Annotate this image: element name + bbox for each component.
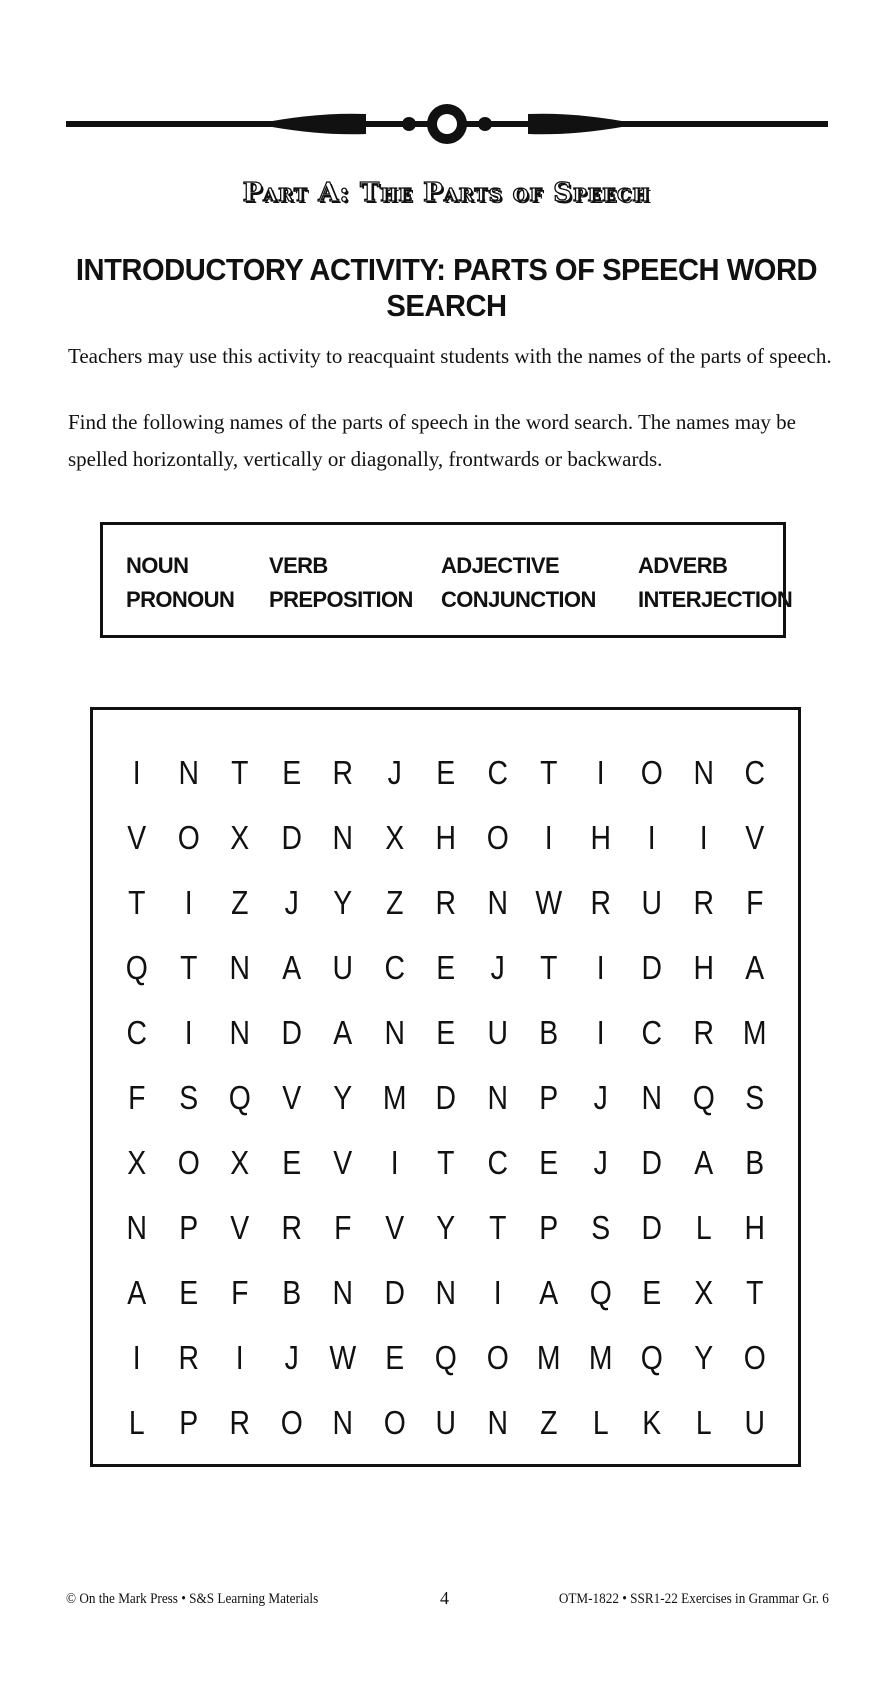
grid-letter: V: [281, 1078, 301, 1116]
grid-row: [111, 870, 781, 935]
grid-letter: T: [488, 1208, 506, 1246]
grid-row: [111, 1065, 781, 1130]
grid-letter: O: [486, 818, 509, 856]
grid-letter: O: [640, 753, 663, 791]
word-bank-item: PREPOSITION: [269, 587, 413, 612]
grid-letter: J: [593, 1078, 608, 1116]
word-search-grid: [90, 707, 801, 1467]
grid-letter: F: [128, 1078, 146, 1116]
grid-letter: L: [592, 1403, 609, 1441]
word-bank-item: PRONOUN: [126, 587, 235, 612]
grid-rows: [111, 740, 781, 1455]
grid-letter: X: [693, 1273, 713, 1311]
grid-letter: R: [332, 753, 354, 791]
grid-letter: Q: [125, 948, 148, 986]
grid-letter: D: [435, 1078, 457, 1116]
grid-letter: N: [229, 1013, 251, 1051]
word-bank-column: [269, 549, 413, 617]
ornament-divider: [66, 100, 828, 148]
grid-letter: V: [745, 818, 765, 856]
grid-letter: U: [332, 948, 354, 986]
grid-letter: B: [539, 1013, 559, 1051]
grid-letter: N: [641, 1078, 663, 1116]
grid-letter: T: [540, 948, 558, 986]
grid-letter: Z: [385, 883, 403, 921]
grid-letter: N: [177, 753, 199, 791]
word-bank: [100, 522, 793, 638]
grid-letter: E: [642, 1273, 662, 1311]
grid-letter: J: [284, 883, 299, 921]
grid-letter: A: [693, 1143, 713, 1181]
grid-letter: C: [126, 1013, 148, 1051]
grid-row: [111, 740, 781, 805]
grid-letter: T: [540, 753, 558, 791]
grid-letter: E: [436, 948, 456, 986]
grid-row: [111, 1390, 781, 1455]
grid-letter: S: [745, 1078, 765, 1116]
grid-letter: I: [132, 753, 141, 791]
grid-letter: A: [281, 948, 301, 986]
grid-letter: T: [746, 1273, 764, 1311]
grid-letter: I: [390, 1143, 399, 1181]
word-bank-item: ADVERB: [638, 553, 728, 578]
grid-letter: Q: [692, 1078, 715, 1116]
grid-letter: Y: [333, 883, 353, 921]
grid-letter: E: [384, 1338, 404, 1376]
grid-letter: X: [230, 1143, 250, 1181]
grid-letter: I: [184, 1013, 193, 1051]
grid-letter: D: [641, 948, 663, 986]
grid-letter: F: [334, 1208, 352, 1246]
grid-row: [111, 1260, 781, 1325]
grid-letter: E: [436, 753, 456, 791]
grid-letter: I: [132, 1338, 141, 1376]
grid-letter: J: [490, 948, 505, 986]
grid-letter: C: [383, 948, 405, 986]
grid-letter: O: [486, 1338, 509, 1376]
grid-letter: N: [692, 753, 714, 791]
grid-letter: M: [588, 1338, 613, 1376]
grid-letter: I: [647, 818, 656, 856]
grid-letter: N: [383, 1013, 405, 1051]
grid-letter: I: [493, 1273, 502, 1311]
grid-letter: A: [745, 948, 765, 986]
grid-row: [111, 1325, 781, 1390]
grid-letter: J: [593, 1143, 608, 1181]
grid-letter: X: [384, 818, 404, 856]
grid-letter: I: [596, 753, 605, 791]
grid-letter: C: [486, 753, 508, 791]
grid-letter: B: [745, 1143, 765, 1181]
grid-letter: M: [382, 1078, 407, 1116]
grid-letter: O: [177, 818, 200, 856]
grid-letter: U: [641, 883, 663, 921]
grid-letter: N: [332, 1273, 354, 1311]
grid-letter: F: [746, 883, 764, 921]
grid-letter: Q: [434, 1338, 457, 1376]
word-bank-item: ADJECTIVE: [441, 553, 560, 578]
footer-copyright: © On the Mark Press • S&S Learning Materials: [66, 1591, 319, 1607]
grid-letter: V: [333, 1143, 353, 1181]
word-bank-item: CONJUNCTION: [441, 587, 596, 612]
grid-letter: U: [486, 1013, 508, 1051]
grid-letter: L: [128, 1403, 145, 1441]
grid-letter: V: [127, 818, 147, 856]
word-bank-item: INTERJECTION: [638, 587, 793, 612]
grid-letter: T: [179, 948, 197, 986]
grid-letter: C: [744, 753, 766, 791]
grid-letter: O: [383, 1403, 406, 1441]
grid-letter: L: [695, 1208, 712, 1246]
section-title: Part A: The Parts of Speech: [242, 178, 651, 208]
word-bank-column: [638, 549, 792, 617]
grid-letter: W: [329, 1338, 357, 1376]
grid-letter: U: [435, 1403, 457, 1441]
grid-letter: C: [486, 1143, 508, 1181]
page-number: 4: [440, 1588, 449, 1608]
grid-letter: L: [695, 1403, 712, 1441]
grid-letter: X: [230, 818, 250, 856]
grid-letter: Y: [333, 1078, 353, 1116]
grid-letter: I: [596, 1013, 605, 1051]
word-bank-item: NOUN: [126, 553, 189, 578]
grid-letter: N: [229, 948, 251, 986]
grid-letter: Y: [693, 1338, 713, 1376]
grid-letter: P: [539, 1208, 559, 1246]
grid-letter: M: [536, 1338, 561, 1376]
grid-letter: E: [436, 1013, 456, 1051]
grid-letter: O: [177, 1143, 200, 1181]
grid-letter: H: [435, 818, 457, 856]
activity-title: INTRODUCTORY ACTIVITY: PARTS OF SPEECH WORD SEARCH: [75, 252, 818, 323]
grid-letter: U: [744, 1403, 766, 1441]
instructions-paragraph: Find the following names of the parts of speech in the word search. The names may be spelled horizontally, vertically or diagonally, frontwards or backwards.: [68, 410, 796, 471]
word-bank-column: [126, 549, 234, 617]
grid-letter: E: [178, 1273, 198, 1311]
grid-letter: P: [178, 1208, 198, 1246]
grid-letter: E: [281, 1143, 301, 1181]
grid-letter: E: [539, 1143, 559, 1181]
grid-letter: J: [387, 753, 402, 791]
grid-letter: R: [177, 1338, 199, 1376]
grid-letter: A: [127, 1273, 147, 1311]
grid-letter: X: [127, 1143, 147, 1181]
grid-letter: A: [333, 1013, 353, 1051]
grid-letter: T: [231, 753, 249, 791]
grid-letter: E: [281, 753, 301, 791]
grid-letter: O: [280, 1403, 303, 1441]
grid-letter: D: [280, 818, 302, 856]
grid-letter: N: [126, 1208, 148, 1246]
grid-letter: Y: [436, 1208, 456, 1246]
grid-letter: W: [535, 883, 563, 921]
grid-letter: D: [641, 1208, 663, 1246]
grid-letter: C: [641, 1013, 663, 1051]
grid-letter: I: [235, 1338, 244, 1376]
grid-letter: N: [486, 1078, 508, 1116]
grid-letter: N: [332, 1403, 354, 1441]
grid-letter: N: [332, 818, 354, 856]
grid-letter: O: [743, 1338, 766, 1376]
grid-letter: R: [589, 883, 611, 921]
grid-letter: Q: [589, 1273, 612, 1311]
grid-letter: M: [742, 1013, 767, 1051]
grid-letter: Q: [228, 1078, 251, 1116]
word-bank-column: [441, 549, 596, 617]
grid-letter: R: [692, 1013, 714, 1051]
grid-letter: A: [539, 1273, 559, 1311]
grid-letter: H: [692, 948, 714, 986]
grid-letter: R: [435, 883, 457, 921]
grid-letter: S: [590, 1208, 610, 1246]
grid-letter: Z: [540, 1403, 558, 1441]
grid-letter: H: [589, 818, 611, 856]
grid-letter: J: [284, 1338, 299, 1376]
word-bank-item: VERB: [269, 553, 328, 578]
footer-product-code: OTM-1822 • SSR1-22 Exercises in Grammar Gr. 6: [558, 1591, 829, 1607]
grid-letter: B: [281, 1273, 301, 1311]
grid-letter: R: [692, 883, 714, 921]
grid-letter: D: [641, 1143, 663, 1181]
grid-letter: V: [384, 1208, 404, 1246]
grid-letter: N: [435, 1273, 457, 1311]
grid-letter: F: [231, 1273, 249, 1311]
grid-letter: R: [229, 1403, 251, 1441]
grid-letter: R: [280, 1208, 302, 1246]
grid-letter: S: [178, 1078, 198, 1116]
grid-letter: K: [642, 1403, 662, 1441]
grid-row: [111, 1130, 781, 1195]
grid-letter: D: [280, 1013, 302, 1051]
grid-letter: D: [383, 1273, 405, 1311]
grid-letter: P: [178, 1403, 198, 1441]
intro-paragraph: Teachers may use this activity to reacquaint students with the names of the parts of speech.: [68, 344, 832, 368]
grid-row: [111, 935, 781, 1000]
grid-letter: N: [486, 883, 508, 921]
grid-letter: I: [699, 818, 708, 856]
grid-letter: N: [486, 1403, 508, 1441]
grid-letter: I: [184, 883, 193, 921]
grid-letter: H: [744, 1208, 766, 1246]
grid-letter: Z: [231, 883, 249, 921]
grid-letter: I: [596, 948, 605, 986]
grid-letter: T: [437, 1143, 455, 1181]
grid-row: [111, 1195, 781, 1260]
grid-letter: T: [128, 883, 146, 921]
grid-row: [111, 805, 781, 870]
grid-letter: V: [230, 1208, 250, 1246]
grid-letter: I: [544, 818, 553, 856]
grid-letter: Q: [640, 1338, 663, 1376]
grid-letter: P: [539, 1078, 559, 1116]
grid-row: [111, 1000, 781, 1065]
